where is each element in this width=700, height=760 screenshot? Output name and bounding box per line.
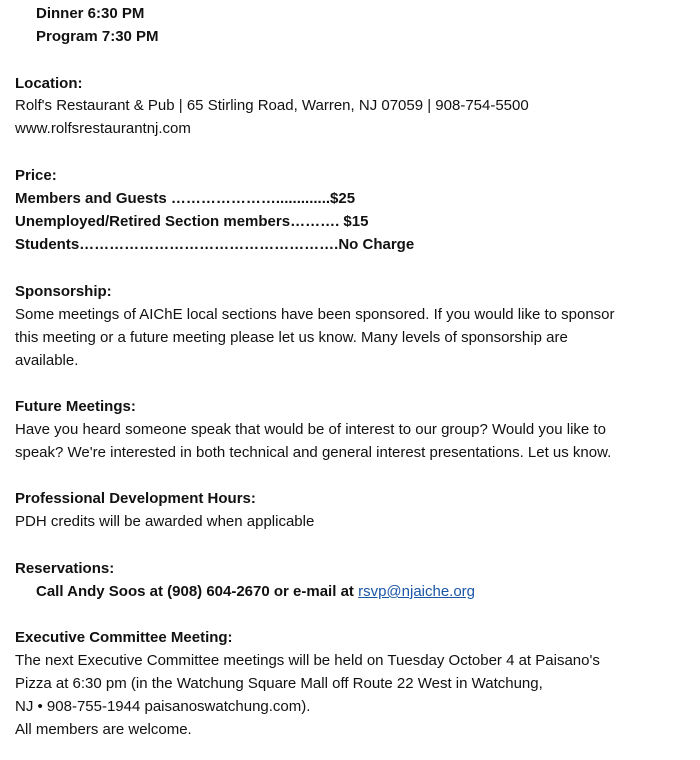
future-meetings-line: speak? We're interested in both technical and general interest presentations. Let us know. bbox=[15, 444, 612, 461]
executive-line: NJ • 908-755-1944 paisanoswatchung.com). bbox=[15, 698, 311, 715]
reservations-line bbox=[36, 583, 475, 601]
location-heading: Location: bbox=[15, 75, 83, 92]
reservations-text: Call Andy Soos at (908) 604-2670 or e-mail at bbox=[36, 583, 359, 600]
pdh-heading: Professional Development Hours: bbox=[15, 490, 256, 507]
location-address: Rolf's Restaurant & Pub | 65 Stirling Road, Warren, NJ 07059 | 908-754-5500 bbox=[15, 97, 529, 114]
reservations-heading: Reservations: bbox=[15, 560, 115, 577]
pdh-text: PDH credits will be awarded when applicable bbox=[15, 513, 315, 530]
sponsorship-heading: Sponsorship: bbox=[15, 283, 112, 300]
executive-line: Pizza at 6:30 pm (in the Watchung Square Mall off Route 22 West in Watchung, bbox=[15, 675, 543, 692]
price-row-students: Students…………………………………………….No Charge bbox=[15, 236, 415, 253]
price-row-members: Members and Guests ………………….............$25 bbox=[15, 190, 356, 207]
future-meetings-heading: Future Meetings: bbox=[15, 398, 136, 415]
executive-line: The next Executive Committee meetings will be held on Tuesday October 4 at Paisano's bbox=[15, 652, 600, 669]
price-heading: Price: bbox=[15, 167, 57, 184]
sponsorship-line: Some meetings of AIChE local sections have been sponsored. If you would like to sponsor bbox=[15, 306, 615, 323]
location-website: www.rolfsrestaurantnj.com bbox=[15, 120, 191, 137]
executive-line: All members are welcome. bbox=[15, 721, 192, 738]
program-time: Program 7:30 PM bbox=[36, 28, 159, 45]
rsvp-email-link[interactable]: rsvp@njaiche.org bbox=[358, 583, 476, 600]
dinner-time: Dinner 6:30 PM bbox=[36, 5, 145, 22]
price-row-unemployed: Unemployed/Retired Section members………. $15 bbox=[15, 213, 369, 230]
future-meetings-line: Have you heard someone speak that would be of interest to our group? Would you like to bbox=[15, 421, 606, 438]
sponsorship-line: this meeting or a future meeting please let us know. Many levels of sponsorship are bbox=[15, 329, 568, 346]
sponsorship-line: available. bbox=[15, 352, 79, 369]
executive-heading: Executive Committee Meeting: bbox=[15, 629, 233, 646]
